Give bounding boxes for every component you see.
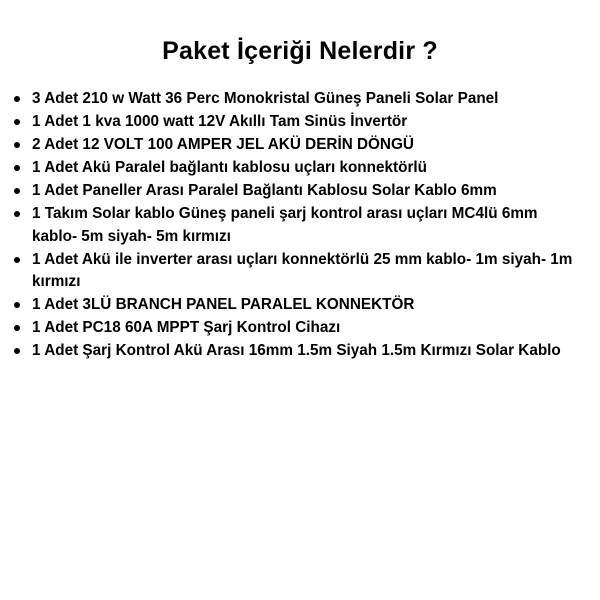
- list-item-text: 1 Adet Şarj Kontrol Akü Arası 16mm 1.5m Siyah 1.5m Kırmızı Solar Kablo: [32, 342, 561, 359]
- list-item-text: 1 Adet Akü ile inverter arası uçları konnektörlü 25 mm kablo- 1m siyah- 1m kırmızı: [32, 250, 573, 290]
- list-item: [0, 157, 600, 180]
- bullet-icon: [14, 325, 20, 331]
- list-item: [0, 180, 600, 203]
- list-item-text: 1 Adet Akü Paralel bağlantı kablosu uçları konnektörlü: [32, 159, 427, 176]
- bullet-icon: [14, 96, 20, 102]
- list-item: [0, 88, 600, 111]
- package-contents-list: [0, 88, 600, 363]
- bullet-icon: [14, 211, 20, 217]
- list-item-text: 1 Adet 3LÜ BRANCH PANEL PARALEL KONNEKTÖR: [32, 296, 415, 313]
- list-item: [0, 111, 600, 134]
- list-item: [0, 294, 600, 317]
- bullet-icon: [14, 165, 20, 171]
- list-item: [0, 249, 600, 294]
- page-title: Paket İçeriği Nelerdir ?: [162, 37, 438, 65]
- bullet-icon: [14, 119, 20, 125]
- bullet-icon: [14, 188, 20, 194]
- list-item: [0, 340, 600, 363]
- list-item-text: 1 Adet PC18 60A MPPT Şarj Kontrol Cihazı: [32, 319, 341, 336]
- list-item-text: 1 Adet 1 kva 1000 watt 12V Akıllı Tam Sinüs İnvertör: [32, 113, 408, 130]
- bullet-icon: [14, 302, 20, 308]
- list-item: [0, 317, 600, 340]
- list-item-text: 3 Adet 210 w Watt 36 Perc Monokristal Güneş Paneli Solar Panel: [32, 90, 499, 107]
- list-item-text: 1 Takım Solar kablo Güneş paneli şarj kontrol arası uçları MC4lü 6mm kablo- 5m siyah- 5m kırmızı: [32, 205, 538, 245]
- bullet-icon: [14, 348, 20, 354]
- list-item: [0, 203, 600, 248]
- bullet-icon: [14, 257, 20, 263]
- list-item: [0, 134, 600, 157]
- list-item-text: 2 Adet 12 VOLT 100 AMPER JEL AKÜ DERİN DÖNGÜ: [32, 136, 414, 153]
- bullet-icon: [14, 142, 20, 148]
- list-item-text: 1 Adet Paneller Arası Paralel Bağlantı Kablosu Solar Kablo 6mm: [32, 182, 497, 199]
